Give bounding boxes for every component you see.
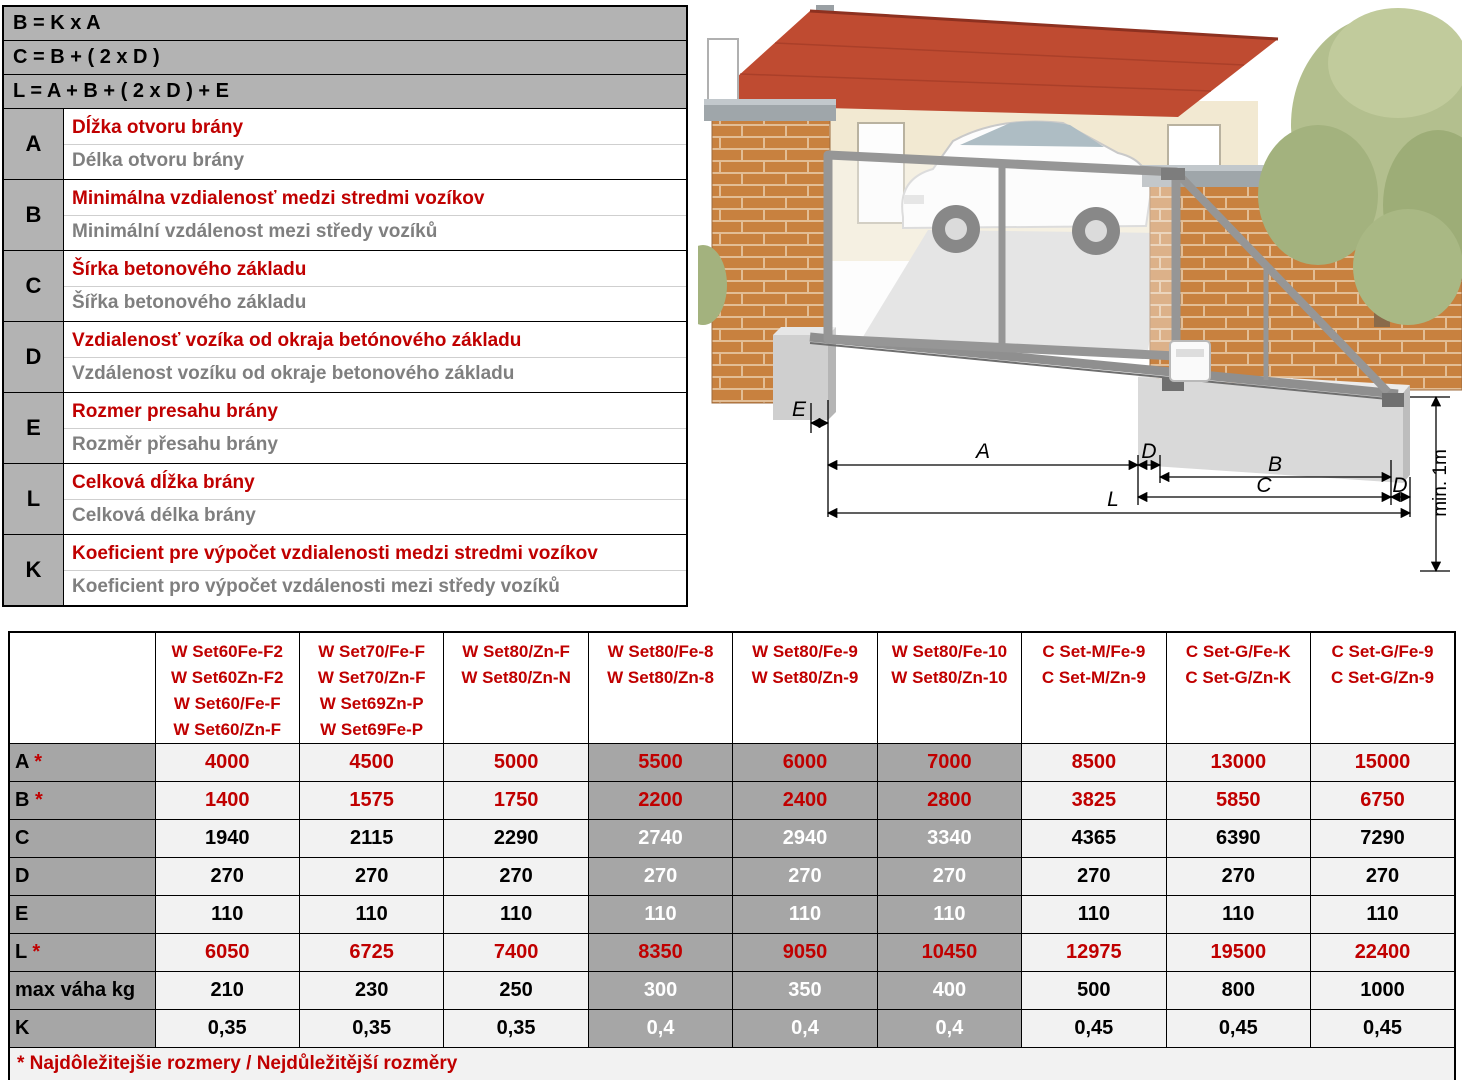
spec-value-cell: 110 <box>444 896 588 934</box>
spec-value-cell: 15000 <box>1311 744 1456 782</box>
spec-row <box>9 782 1455 820</box>
spec-row <box>9 1010 1455 1048</box>
spec-value-cell: 0,35 <box>155 1010 299 1048</box>
legend-row <box>4 464 686 535</box>
spec-column-header-line: W Set70/Zn-F <box>317 668 426 687</box>
spec-value-cell: 300 <box>588 972 732 1010</box>
spec-value-cell: 8500 <box>1022 744 1166 782</box>
spec-column-header-line: W Set70/Fe-F <box>318 642 426 661</box>
spec-column-header-line: W Set69Fe-P <box>320 720 424 739</box>
spec-footnote-row <box>9 1048 1455 1080</box>
spec-column-header <box>733 632 877 744</box>
legend-key: K <box>4 535 64 605</box>
spec-column-header-line: W Set60Zn-F2 <box>171 668 284 687</box>
dim-label-d-right: D <box>1392 474 1408 497</box>
spec-value-cell: 2740 <box>588 820 732 858</box>
spec-column-header-line: C Set-G/Fe-9 <box>1331 642 1434 661</box>
spec-row-label: A * <box>9 744 155 782</box>
spec-column-header <box>877 632 1021 744</box>
spec-value-cell: 270 <box>1166 858 1310 896</box>
spec-value-cell: 1000 <box>1311 972 1456 1010</box>
spec-value-cell: 5500 <box>588 744 732 782</box>
spec-value-cell: 270 <box>877 858 1021 896</box>
legend-text <box>64 393 686 463</box>
legend-text <box>64 464 686 534</box>
row-star: * <box>28 751 43 773</box>
dim-label-l: L <box>1107 488 1119 511</box>
dim-label-a: A <box>975 440 991 463</box>
spec-value-cell: 6050 <box>155 934 299 972</box>
legend-key: C <box>4 251 64 321</box>
legend-key: B <box>4 180 64 250</box>
spec-column-header-line: W Set60Fe-F2 <box>171 642 283 661</box>
legend-text-sk: Vzdialenosť vozíka od okraja betónového základu <box>64 324 686 358</box>
legend-key: A <box>4 109 64 179</box>
legend-text <box>64 180 686 250</box>
spec-value-cell: 800 <box>1166 972 1310 1010</box>
spec-value-cell: 210 <box>155 972 299 1010</box>
spec-column-header <box>1311 632 1456 744</box>
spec-header-row <box>9 632 1455 744</box>
spec-column-header-line: W Set80/Zn-N <box>461 668 571 687</box>
gate-motor <box>1170 341 1210 381</box>
gate-illustration <box>698 5 1462 610</box>
formula-l: L = A + B + ( 2 x D ) + E <box>4 75 686 109</box>
spec-value-cell: 0,45 <box>1166 1010 1310 1048</box>
spec-column-header-line: W Set80/Zn-F <box>462 642 570 661</box>
spec-value-cell: 110 <box>1166 896 1310 934</box>
spec-value-cell: 5850 <box>1166 782 1310 820</box>
legend-text-cz: Šířka betonového základu <box>72 291 307 313</box>
legend-text-sk: Šírka betonového základu <box>64 253 686 287</box>
legend-text <box>64 535 686 605</box>
spec-row-label: C <box>9 820 155 858</box>
spec-row-label: K <box>9 1010 155 1048</box>
spec-value-cell: 6000 <box>733 744 877 782</box>
spec-column-header-line: W Set80/Fe-9 <box>752 642 858 661</box>
legend-text-sk: Koeficient pre výpočet vzdialenosti medzi stredmi vozíkov <box>64 537 686 571</box>
spec-value-cell: 1750 <box>444 782 588 820</box>
spec-value-cell: 2290 <box>444 820 588 858</box>
spec-row <box>9 896 1455 934</box>
legend-text-cz: Koeficient pro výpočet vzdálenosti mezi středy vozíků <box>72 575 560 597</box>
spec-value-cell: 2940 <box>733 820 877 858</box>
spec-value-cell: 0,4 <box>588 1010 732 1048</box>
spec-column-header <box>299 632 443 744</box>
spec-value-cell: 250 <box>444 972 588 1010</box>
spec-value-cell: 4000 <box>155 744 299 782</box>
spec-value-cell: 110 <box>877 896 1021 934</box>
spec-value-cell: 2200 <box>588 782 732 820</box>
dim-label-c: C <box>1256 474 1272 497</box>
spec-value-cell: 110 <box>588 896 732 934</box>
spec-column-header <box>155 632 299 744</box>
legend-row <box>4 109 686 180</box>
legend-text-cz: Vzdálenost vozíku od okraje betonového základu <box>72 362 515 384</box>
spec-column-header-line: W Set80/Zn-9 <box>751 668 859 687</box>
spec-value-cell: 4365 <box>1022 820 1166 858</box>
spec-column-header-line: W Set80/Zn-10 <box>891 668 1008 687</box>
spec-value-cell: 7000 <box>877 744 1021 782</box>
legend-text-cz: Délka otvoru brány <box>72 149 245 171</box>
spec-value-cell: 0,4 <box>733 1010 877 1048</box>
spec-value-cell: 9050 <box>733 934 877 972</box>
spec-row-label: max váha kg <box>9 972 155 1010</box>
spec-value-cell: 270 <box>444 858 588 896</box>
spec-row <box>9 744 1455 782</box>
spec-value-cell: 110 <box>299 896 443 934</box>
legend-table <box>2 5 688 607</box>
spec-row <box>9 972 1455 1010</box>
spec-corner-cell <box>9 632 155 744</box>
spec-value-cell: 110 <box>1311 896 1456 934</box>
spec-footnote: * Najdôležitejšie rozmery / Nejdůležitější rozměry <box>9 1048 1455 1080</box>
spec-value-cell: 6750 <box>1311 782 1456 820</box>
legend-text-sk: Minimálna vzdialenosť medzi stredmi vozíkov <box>64 182 686 216</box>
spec-value-cell: 0,35 <box>299 1010 443 1048</box>
spec-value-cell: 0,4 <box>877 1010 1021 1048</box>
spec-value-cell: 110 <box>155 896 299 934</box>
spec-value-cell: 1400 <box>155 782 299 820</box>
spec-column-header-line: W Set60/Fe-F <box>173 694 281 713</box>
spec-value-cell: 350 <box>733 972 877 1010</box>
spec-row <box>9 820 1455 858</box>
spec-value-cell: 19500 <box>1166 934 1310 972</box>
row-star: * <box>26 941 41 963</box>
spec-value-cell: 0,45 <box>1311 1010 1456 1048</box>
spec-value-cell: 5000 <box>444 744 588 782</box>
spec-row-label: E <box>9 896 155 934</box>
spec-row <box>9 858 1455 896</box>
spec-column-header <box>444 632 588 744</box>
spec-row-label: L * <box>9 934 155 972</box>
spec-column-header <box>1022 632 1166 744</box>
spec-column-header-line: W Set60/Zn-F <box>173 720 282 739</box>
spec-value-cell: 13000 <box>1166 744 1310 782</box>
spec-value-cell: 0,45 <box>1022 1010 1166 1048</box>
spec-body <box>9 744 1455 1048</box>
gate-frame <box>828 155 1176 356</box>
spec-column-header-line: C Set-M/Zn-9 <box>1041 668 1146 687</box>
spec-value-cell: 500 <box>1022 972 1166 1010</box>
legend-key: L <box>4 464 64 534</box>
spec-column-header-line: C Set-G/Fe-K <box>1185 642 1291 661</box>
dim-label-min: min. 1m <box>1430 449 1451 517</box>
dim-label-d-left: D <box>1141 440 1157 463</box>
spec-value-cell: 3825 <box>1022 782 1166 820</box>
spec-value-cell: 10450 <box>877 934 1021 972</box>
spec-value-cell: 400 <box>877 972 1021 1010</box>
legend-text-cz: Minimální vzdálenost mezi středy vozíků <box>72 220 438 242</box>
spec-value-cell: 6390 <box>1166 820 1310 858</box>
spec-value-cell: 22400 <box>1311 934 1456 972</box>
spec-column-header <box>1166 632 1310 744</box>
spec-column-header-line: W Set80/Fe-10 <box>891 642 1008 661</box>
legend-text <box>64 322 686 392</box>
dim-label-b: B <box>1267 453 1283 476</box>
spec-value-cell: 7400 <box>444 934 588 972</box>
legend-rows <box>4 109 686 605</box>
spec-value-cell: 270 <box>1311 858 1456 896</box>
spec-value-cell: 270 <box>733 858 877 896</box>
spec-value-cell: 230 <box>299 972 443 1010</box>
row-star: * <box>29 789 43 811</box>
spec-row <box>9 934 1455 972</box>
illustration-panel <box>698 5 1464 615</box>
spec-value-cell: 2800 <box>877 782 1021 820</box>
spec-table <box>8 631 1456 1080</box>
legend-row <box>4 535 686 605</box>
spec-value-cell: 270 <box>155 858 299 896</box>
legend-row <box>4 180 686 251</box>
spec-row-label: B * <box>9 782 155 820</box>
legend-row <box>4 322 686 393</box>
spec-value-cell: 8350 <box>588 934 732 972</box>
spec-column-header-line: W Set69Zn-P <box>319 694 424 713</box>
formula-b: B = K x A <box>4 7 686 41</box>
spec-column-header <box>588 632 732 744</box>
legend-text <box>64 109 686 179</box>
spec-value-cell: 4500 <box>299 744 443 782</box>
spec-value-cell: 270 <box>299 858 443 896</box>
spec-value-cell: 6725 <box>299 934 443 972</box>
dim-label-e: E <box>791 398 807 421</box>
legend-row <box>4 393 686 464</box>
spec-value-cell: 3340 <box>877 820 1021 858</box>
spec-value-cell: 1940 <box>155 820 299 858</box>
legend-key: E <box>4 393 64 463</box>
legend-text-sk: Dĺžka otvoru brány <box>64 111 686 145</box>
spec-column-header-line: W Set80/Zn-8 <box>607 668 714 687</box>
spec-value-cell: 110 <box>1022 896 1166 934</box>
spec-column-header-line: W Set80/Fe-8 <box>607 642 714 661</box>
spec-value-cell: 1575 <box>299 782 443 820</box>
spec-value-cell: 12975 <box>1022 934 1166 972</box>
spec-value-cell: 0,35 <box>444 1010 588 1048</box>
spec-column-header-line: C Set-G/Zn-9 <box>1331 668 1434 687</box>
legend-text-sk: Celková dĺžka brány <box>64 466 686 500</box>
spec-value-cell: 110 <box>733 896 877 934</box>
spec-value-cell: 270 <box>1022 858 1166 896</box>
legend-key: D <box>4 322 64 392</box>
spec-value-cell: 270 <box>588 858 732 896</box>
spec-value-cell: 2400 <box>733 782 877 820</box>
spec-column-header-line: C Set-M/Fe-9 <box>1042 642 1146 661</box>
legend-row <box>4 251 686 322</box>
spec-row-label: D <box>9 858 155 896</box>
legend-text-sk: Rozmer presahu brány <box>64 395 686 429</box>
legend-text-cz: Celková délka brány <box>72 504 256 526</box>
legend-text-cz: Rozměr přesahu brány <box>72 433 278 455</box>
legend-text <box>64 251 686 321</box>
spec-value-cell: 7290 <box>1311 820 1456 858</box>
formula-c: C = B + ( 2 x D ) <box>4 41 686 75</box>
spec-column-header-line: C Set-G/Zn-K <box>1185 668 1292 687</box>
spec-value-cell: 2115 <box>299 820 443 858</box>
